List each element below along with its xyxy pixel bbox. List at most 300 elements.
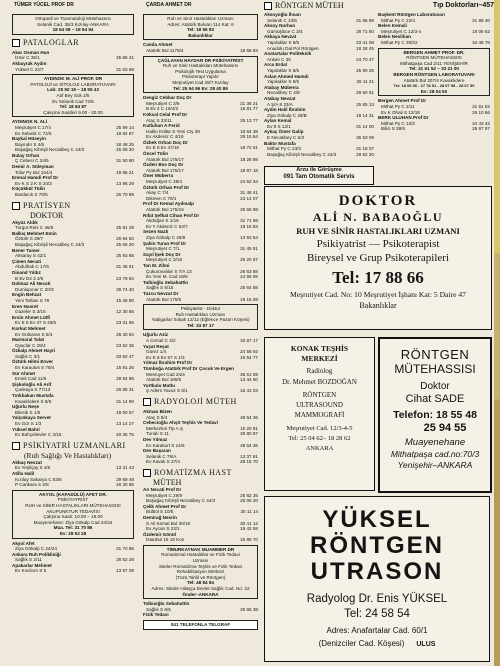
entry-phone: 25 64 88 [240, 285, 258, 291]
entry-name: Aksaray S 42/1 [15, 253, 47, 259]
ad-box-caglayan [143, 56, 258, 94]
entry-name: Ataç S 8/4 [146, 414, 168, 420]
section-marker-icon [12, 39, 20, 47]
entry-name: Selanik C 78/A [146, 453, 177, 459]
ad-line: MAMMOGRAFİ [294, 411, 345, 419]
page-number: Tıp Doktorları–457 [432, 2, 494, 9]
entry-name: Aykaç Ömer Galip [264, 129, 304, 135]
ad-title: RÖNTGEN [310, 532, 444, 559]
entry-phone: 23 14 07 [240, 195, 258, 201]
entry-phone: 18 84 87 [116, 130, 134, 136]
entry-name: Ev Akdeniz C 4/15 [146, 134, 184, 140]
entry-name: Akkaya Nevzat [264, 34, 297, 40]
entry-name: Gümüşlüce C 3/4 [267, 28, 303, 34]
entry-phone: 15 81 77 [240, 106, 258, 112]
entry-phone: 18 64 38 [240, 128, 258, 134]
entry-name: Akay C 7/4 [146, 190, 169, 196]
section-romatizma [143, 468, 258, 478]
entry-phone: 26 87 97 [472, 126, 490, 132]
entry-name: Merkezleri Tip A.Ş [146, 425, 184, 431]
ad-box-tumer [12, 14, 134, 35]
column-1 [12, 12, 134, 664]
section-title: PSİKİYATRİ UZMANLARI [23, 440, 126, 450]
entry-phone: 23 62 36 [116, 342, 134, 348]
ad-box-bergen [378, 48, 490, 97]
entry-name: Arca Erdal [264, 62, 287, 68]
header-mid: ÇARDA AHMET DR [146, 2, 192, 8]
entry-name: Yüksel Bahri [12, 426, 40, 432]
ad-title: DOKTOR [338, 193, 418, 209]
ad-line: Atıf Bey Sok 2/5 [56, 92, 90, 98]
entry-name: Başağaç Kibrişli Necatibey C 44/3 [15, 242, 85, 247]
entry-name: Sür Ahmet [12, 370, 36, 376]
ad-phone: Tel: 18 56 83 [187, 27, 214, 33]
entry-name: Mithat Py C 10/2 [381, 120, 415, 126]
entry-phone: 34 43 42 [472, 120, 490, 126]
entry-phone: 31 45 91 [240, 246, 258, 252]
entry-name: Baykal Hüseyin [12, 136, 46, 142]
entry-name: Emek Cad 11/6 [15, 376, 47, 382]
entry-name: Aksoyoğlu İhsan [264, 12, 301, 17]
entry-phone: 25 06 20 [116, 242, 134, 247]
section-subtitle: DOKTOR [30, 210, 64, 220]
ad-line: Psikiyatrist - Doktor [180, 306, 221, 312]
ad-address: Meşrutiyet Cad. 12/3-4-5 [286, 425, 353, 432]
ad-box-timurkaynak [143, 545, 258, 599]
entry-name: Ş Adem Yavuz S 6/1 [146, 388, 188, 394]
entry-name: Yapılaklar S 6/5 [267, 67, 300, 73]
ad-line: Ruh ve Sinir Hastalıkları Uzmanı [167, 16, 234, 21]
entry-name: Bener Tamer [12, 247, 40, 253]
ad-line: Ev Selanik Cad 72/5 [52, 98, 94, 104]
ad-line: Ortopedi ve Travmatoloji Mütehassısı [35, 16, 111, 21]
entry-name: Dikmen C 70/1 [146, 195, 177, 201]
entry-name: Engin Behzat [12, 292, 42, 298]
directory-entry [143, 297, 258, 303]
entry-phone: 28 15 70 [240, 459, 258, 465]
ad-phone: Tel: 33 87 17 [187, 322, 214, 328]
entry-name: Ev 9 S 12/1 [267, 123, 291, 129]
ad-box-uzun [143, 304, 258, 330]
entry-name: Ev Yeni M. Cad 18/6 [146, 274, 188, 280]
entry-phone: 24 70 47 [356, 56, 374, 62]
ad-phone: Tel: 25 94 96 Ev: 28 40 89 [173, 85, 228, 91]
ad-district: Yenişehir–ANKARA [397, 460, 473, 470]
entry-phone: 29 62 20 [356, 151, 374, 157]
entry-name: İstanbul 19 19 Kon [146, 537, 185, 543]
ad-line: ULTRASOUND [296, 401, 343, 409]
entry-phone: 18 28 88 [240, 156, 258, 162]
entry-phone: 31 50 80 [116, 158, 134, 164]
ad-phone: Tel: 17 88 66 [332, 268, 424, 287]
ad-district: Bakanlıklar [359, 301, 397, 310]
entry-name: Ev Kıvılcım S 5 [15, 568, 47, 574]
entry-name: B Ev D4 3 2/6 [15, 275, 44, 281]
entry-name: Ev E 8 Ev 37 S 48/6 [15, 320, 57, 326]
entry-phone: 39 74 40 [116, 286, 134, 292]
ad-line: AYDINOK M. ALİ PROF. DR [43, 76, 103, 82]
entry-phone: 15 20 91 [240, 425, 258, 431]
ad-line: Doktor [420, 381, 450, 392]
ad-line: Romatizmal Hastalıklar ve Fizik Tedavi [161, 552, 240, 558]
ad-line: Ruh Hastalıkları Uzmanı [175, 311, 226, 317]
entry-list-psikiyatri-4 [143, 95, 258, 302]
entry-name: Ev Kavalı S 37/4 [146, 459, 180, 465]
section-title: ROMATİZMA HAST [154, 467, 232, 477]
entry-name: Ev Karakurt S 14/6 [146, 442, 185, 448]
entry-name: Atatürk Bul 175/17 [146, 167, 184, 173]
entry-phone: 25 66 38 [240, 606, 258, 612]
entry-name: Bayındır S 4/6 [15, 141, 45, 147]
section-marker-icon [143, 469, 151, 477]
entry-name: Tulbioğlu Sebahattin [143, 279, 189, 285]
ad-line: Rehabilitasyon Merkezi [176, 569, 225, 575]
entry-phone: 23 79 84 [116, 275, 134, 281]
ad-title: KONAK TEŞHİS [290, 344, 349, 353]
entry-phone: 31 36 21 [240, 100, 258, 106]
entry-name: Atabay Nevzat [264, 95, 296, 101]
ad-line: Psikiyatrist — Psikoterapist [316, 238, 440, 250]
entry-phone: 48 64 36 [240, 442, 258, 448]
entry-name: Atabay Müberra [264, 84, 299, 90]
entry-name: Ev E 8 Ev 47/16 [146, 145, 179, 151]
entry-name: Akbaş Nevzat [12, 459, 42, 465]
entry-name: Bardacık S 70/6 [15, 192, 48, 198]
ad-line: Çalışma Saatleri 9.00 - 20.00 [43, 109, 103, 115]
section-marker-icon [264, 2, 272, 10]
gorusme-banner [264, 166, 374, 185]
ad-address: Meşrutiyet Cad. No: 10 Meşrutiyet İşhanı Kat: 5 Daire 47 [290, 290, 466, 299]
entry-name: Ev K S 2 K S 24/3 [15, 180, 52, 186]
entry-name: Ankalı C 36 [267, 56, 291, 62]
entry-name: Öztürk S 39/7 [15, 236, 44, 242]
ad-yuksel [264, 496, 490, 662]
entry-name: Öztürk Orhan Prof Dr [143, 184, 190, 190]
ad-babaoglu [264, 186, 492, 330]
entry-phone: 25 66 98 [240, 207, 258, 212]
directory-entry [143, 537, 258, 543]
entry-name: Eren Nusret [12, 303, 39, 309]
entry-name: Mithat Py C 22/4 [381, 17, 415, 23]
ad-address: Adres: Anafartalar Cad. 60/1 [326, 626, 428, 635]
ad-phone: Mua. Tel: 31 70 86 [53, 525, 93, 531]
entry-name: Canda Ahmet [143, 42, 173, 48]
entry-phone: 28 52 28 [116, 557, 134, 563]
entry-name: Tolkuoğlu Sebahattin [143, 601, 190, 607]
entry-name: Kutluhan A Ferid [143, 123, 180, 129]
entry-name: Belen Neslihan [378, 34, 411, 40]
entry-name: Fizik Tedavi [143, 612, 169, 618]
ad-doctor-name: Radyolog Dr. Enis YÜKSEL [306, 593, 448, 605]
entry-name: Balkış Mehmet Emin [12, 230, 57, 236]
entry-phone: 25 81 28 [116, 225, 134, 231]
entry-name: Meşrutiyet C 17/4 [15, 124, 51, 130]
entry-name: Ev Aycan S 23/1 [146, 526, 180, 532]
ad-title: MERKEZİ [301, 354, 338, 363]
ad-line: Uzmanı [192, 558, 209, 564]
ad-specialty: RUH VE SİNİR HASTALIKLARI UZMANI [296, 226, 460, 236]
ad-box-canda [143, 14, 258, 40]
ad-line: Mithatpaşa Cad 2/11 YENİŞEHİR [399, 60, 468, 66]
section-marker-icon [12, 202, 20, 210]
directory-entry [12, 432, 134, 438]
ad-line: 091 Tam Otomatik Servis [283, 174, 355, 180]
entry-name: Kızılay Sakarya C 53/6 [15, 476, 62, 482]
entry-name: Atilla Halil [12, 470, 35, 476]
ad-phone: Ev: 28 04 50 [420, 88, 448, 94]
ad-line: RUH ve SİNİR HASTALIKLARI MÜTEHASSISI [25, 502, 121, 508]
entry-name: Ziya Gökalp C 24/24 [15, 546, 57, 552]
entry-name: Başağaç Kibrişli Necatibey C 44/3 [15, 147, 85, 153]
entry-phone: 13 96 29 [116, 180, 134, 186]
ad-phone: Tel: 25 04 62– 18 28 62 [288, 435, 351, 442]
section-psikiyatri [12, 441, 134, 451]
entry-name: Yapılaklar S 6/5 [267, 39, 300, 45]
column-2 [143, 12, 258, 664]
entry-name: Atatürk Bul 1175/4 [146, 47, 184, 53]
entry-phone: 31 71 98 [240, 218, 258, 224]
entry-name: Yurtkulu Mutlu [143, 382, 175, 388]
entry-name: Atatürk Bul 175/5 [146, 296, 182, 302]
ad-line: AKUPUNKTUR TEDAVİSİ [46, 508, 100, 514]
entry-name: Aksoy Nurhan [264, 23, 296, 29]
entry-name: Ev Karaulus S 78/4 [15, 365, 55, 371]
entry-name: P Cankara S 4/8 [15, 482, 49, 488]
entry-phone: 18 15 08 [240, 296, 258, 302]
entry-phone: 15 81 26 [116, 365, 134, 371]
entry-name: Akyol Afet [12, 540, 35, 546]
entry-list-rontgen-3 [378, 98, 490, 132]
entry-phone: 25 86 41 [116, 55, 134, 61]
entry-phone: 18 14 31 [356, 112, 374, 118]
section-subtitle: (Ruh Sağlığı Ve Hastalıkları) [24, 450, 112, 460]
ad-line: Adres: Siteler Hilaşça Devlet Sağlık Cad. No: 22 [151, 586, 250, 592]
entry-phone: 18 72 51 [240, 145, 258, 151]
directory-entry [12, 67, 134, 73]
entry-name: Uğurlu Aziz [143, 332, 169, 338]
directory-entry [12, 192, 134, 198]
entry-name: Selanik C 13/5 [267, 17, 297, 23]
entry-phone: 25 06 20 [240, 498, 258, 504]
directory-entry [264, 152, 374, 158]
entry-name: Dumlupınar C 20/3 [15, 286, 54, 292]
section-title: PRATİSYEN [23, 200, 71, 210]
ad-line: TİMURKAYNAK MUAMMER DR [166, 546, 235, 552]
entry-name: Sağlık S 6/15 [146, 285, 174, 291]
entry-name: Ev Selanik C 72/5 [15, 130, 52, 136]
entry-phone: 18 06 62 [472, 28, 490, 34]
ad-phone: Tel: 24 58 54 [344, 608, 410, 620]
entry-name: Anatartalar Politeknik [264, 51, 312, 57]
entry-phone: 26 70 89 [116, 192, 134, 198]
entry-name: Çukurovalılar S 7/A 13 [146, 268, 192, 274]
entry-phone: 18 56 83 [240, 47, 258, 53]
entry-name: Baktır Mustafa [264, 140, 296, 146]
entry-phone: 28 94 86 [116, 376, 134, 382]
ad-box-aydinok [12, 74, 134, 117]
entry-name: Belen Kemali [378, 23, 407, 29]
entry-name: Hakkı Kültür S Yeni Cty 38 [146, 128, 200, 134]
entry-phone: 28 15 84 [240, 134, 258, 140]
entry-name: Akar Osman Hun [12, 49, 50, 55]
entry-name: Gürez 1/4 [146, 349, 167, 355]
entry-name: Tolar Py Bul 154/4 [15, 169, 53, 175]
entry-phone: 26 85 31 [116, 387, 134, 393]
ad-phone: 18 54 08 – 18 94 94 [52, 27, 94, 33]
entry-phone: 13 14 27 [116, 421, 134, 426]
entry-name: Tırıkbakan Mustafa [12, 393, 54, 399]
entry-phone: 46 30 86 [116, 482, 134, 488]
entry-name: Ev Bahçelievler C 3/15 [15, 432, 62, 438]
entry-phone: 25 82 36 [240, 492, 258, 498]
entry-name: Tümboğa Atatürk Prof Dr Çocuk Ve Ergen [143, 366, 234, 372]
header-right-section [264, 1, 374, 10]
entry-phone: 26 10 56 [472, 109, 490, 115]
entry-phone: 31 70 86 [116, 546, 134, 552]
entry-list-pratisyen [12, 220, 134, 438]
entry-phone: 15 54 77 [240, 354, 258, 360]
ad-sade [378, 337, 492, 493]
ad-phone: Tel: 31 61 52 – 33 21 00 [409, 66, 459, 72]
entry-name: B Ev 4 C 16/4/2 [146, 106, 179, 112]
entry-name: BERK ULUHAN Prof Dr [378, 115, 429, 121]
section-title: RADYOLOJİ MÜTEH [154, 397, 237, 406]
entry-name: Başağaç Kibrişli Necatibey C 44/3 [146, 498, 216, 504]
entry-phone: 36 63 09 [356, 135, 374, 141]
entry-phone: 13 37 81 [240, 453, 258, 459]
entry-name: Bilecik S 1/6 [15, 409, 41, 415]
ad-line: Psikolojik Test Uygulama [175, 68, 226, 74]
ad-doctor-name: ALİ N. BABAOĞLU [312, 210, 444, 224]
entry-name: Yüksel C 22/7 [15, 66, 44, 72]
entry-name: Dev Başaran [143, 448, 171, 454]
entry-name: Sağlık S 6/5 [146, 606, 171, 612]
entry-phone: 36 61 69 [240, 371, 258, 377]
entry-name: AYDINOK N. ALİ [12, 119, 48, 125]
entry-phone: 31 14 90 [116, 398, 134, 404]
entry-phone: 34 48 76 [472, 39, 490, 45]
ad-line: Bireysel ve Grup Psikoterapileri [306, 252, 450, 264]
entry-name: Özbek Orhan Doç Dr [143, 139, 188, 145]
entry-list-patologlar-2 [12, 119, 134, 197]
ad-line: PSİKİYATRİST [57, 497, 89, 503]
ad-line: Siteler Romatizma Teşhis ve Fizik Tedavi [158, 563, 243, 569]
entry-phone: 13 31 43 [116, 465, 134, 471]
entry-phone: 25 90 25 [356, 67, 374, 73]
entry-name: Sağlık S 2/11 [15, 557, 42, 563]
entry-name: Meşrutiyet C 29/9 [146, 492, 182, 498]
entry-phone: 33 87 17 [240, 338, 258, 344]
header-left: TÜMER YÜCEL PROF DR [14, 2, 74, 8]
directory-entry [12, 568, 134, 574]
ad-address: Mithatpaşa cad.no:70/3 [390, 449, 480, 459]
ad-address: (Denizciler Cad. Köşesi) [318, 639, 405, 648]
entry-name: Akman Bizen [143, 409, 172, 414]
ad-line: Selanik Cad. 35/3 Kızılay-ANKARA [37, 21, 109, 27]
entry-name: Ev Gülsaran S 8/4 [15, 331, 53, 337]
entry-name: Yılmaz İbrahim Prof Dr [143, 360, 193, 366]
ad-line: Adres: Atatürk Bulvarı 114 Kat: 6 [167, 21, 234, 27]
ad-line: Meşrutiyet Cad 29/7 Kızılay [172, 79, 229, 85]
entry-name: Ankara Ruh Polikliniği [12, 551, 61, 557]
entry-name: Bilici S 38/6 [381, 126, 406, 132]
entry-name: Mithat Py C 30/22 [381, 39, 418, 45]
entry-phone: 31 88 40 [472, 17, 490, 23]
entry-phone: 25 93 85 [116, 253, 134, 259]
entry-name: Yaşat Reşat [143, 343, 169, 349]
entry-phone: 31 61 52 [472, 103, 490, 109]
entry-name: Özkalp Ahmet Hayri [12, 348, 56, 354]
entry-name: Başağaç Kibrişli Necatibey C 44/3 [267, 151, 337, 157]
entry-name: Oyaclar C 28/4 [15, 342, 46, 348]
ad-doctor-name: Cihat SADE [405, 393, 465, 405]
entry-name: Atatürk Bul 175/17 [146, 156, 184, 162]
entry-name: A Ş/A 8 23/A [267, 101, 293, 107]
entry-name: Ev Y Akdeniz C 62/7 [146, 223, 188, 229]
entry-name: Necatibey C 4/8 [267, 90, 300, 96]
entry-phone: 31 53 69 [116, 66, 134, 72]
entry-name: Aylan Kemal [264, 118, 292, 124]
entry-name: Ersin Ahmet Lütfi [12, 314, 51, 320]
entry-name: Ataç S 33/11 [146, 117, 172, 123]
entry-name: Şişkoloğlu Ali Arif [12, 381, 52, 387]
entry-name: Cebecioğlu Ahşit Teşhis Ve Tedavi [143, 420, 218, 426]
entry-name: Anadolu Dal Pol Röntgen [267, 45, 319, 51]
entry-name: S Ali Kemal Bul 30/10 [146, 520, 191, 526]
column-4 [378, 12, 490, 192]
ad-title: UTRASON [310, 558, 444, 585]
entry-phone: 26 63 88 [240, 268, 258, 274]
entry-name: Şahin Turan Prof Dr [143, 240, 187, 246]
entry-phone: 15 45 80 [116, 297, 134, 303]
ad-phone: Tel: 48 84 84 [187, 580, 214, 586]
ad-line: (Tüzü Tahlil ve Röntgen) [175, 574, 226, 580]
entry-list-psikiyatri [12, 460, 134, 488]
ad-line: Bakanlıklar [188, 32, 213, 38]
entry-name: Bulay Orhan [12, 152, 40, 158]
entry-phone: 25 06 20 [116, 147, 134, 153]
header-right-title: RÖNTGEN MÜTEH [275, 1, 344, 10]
ad-line: PATOLOJİ ve SİTOLOJİ LABORATUVARI [30, 81, 116, 87]
entry-name: Prof Dr Kemal Aydınalp [143, 201, 194, 207]
section-subtitle: MÜTEH [153, 477, 182, 487]
directory-entry [143, 612, 258, 618]
entry-phone: 30 11 14 [240, 509, 258, 515]
entry-name: Turgut Reis C 46/6 [15, 225, 54, 231]
entry-list-rontgen-2 [378, 12, 490, 46]
entry-name: İzmir C 36/1 [15, 55, 40, 61]
ad-phone: Telefon: 18 55 48 [393, 409, 477, 421]
directory-entry [143, 388, 258, 394]
ad-line: Yadigarlar Sokak 12/12 (Eğlence Pazarı Köşesi) [151, 317, 250, 323]
entry-phone: 24 52 34 [240, 179, 258, 185]
entry-name: Demir A. Süleyman [12, 164, 54, 170]
entry-phone: 31 45 91 [116, 264, 134, 270]
entry-list-psikiyatri-3 [143, 42, 258, 53]
entry-name: Abdulhak C 17/6 [15, 264, 49, 270]
entry-name: Bergen Ahmet Prof Dr [378, 98, 427, 104]
section-marker-icon [12, 442, 20, 450]
ad-line: Radiolog [306, 367, 333, 375]
entry-name: Dinand Yıldız [12, 269, 41, 275]
ad-district: ULUS [416, 641, 436, 648]
entry-name: Meşrutiyet C 3/16 [146, 257, 182, 263]
entry-name: Rıfat Şefkat Cihan Prof Dr [143, 212, 200, 218]
section-title: PATALOGLAR [23, 37, 80, 47]
entry-phone: 28 71 50 [356, 28, 374, 34]
ad-line: Muayenehane: Ziya Gökalp Cad 24/24 [33, 519, 113, 525]
entry-name: Dolmaz Ali Necati [12, 281, 51, 287]
